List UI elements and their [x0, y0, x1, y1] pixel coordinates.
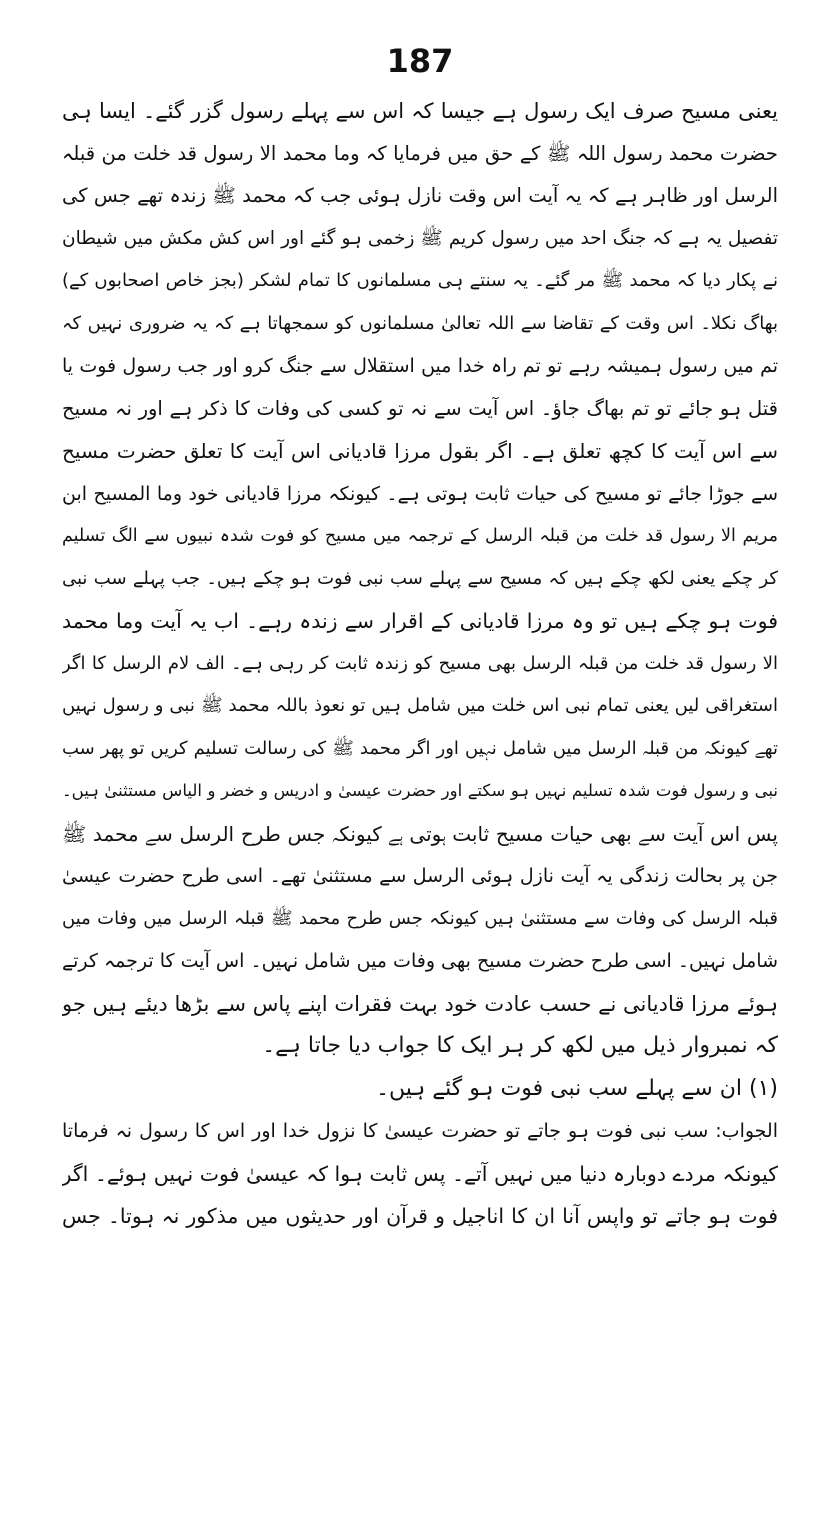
text-line: قتل ہو جائے تو تم بھاگ جاؤ۔ اس آیت سے نہ تو کسی کی وفات کا ذکر ہے اور نہ مسیح [62, 396, 778, 420]
text-line: قبلہ الرسل کی وفات سے مستثنیٰ ہیں کیونکہ جس طرح محمد ﷺ قبلہ الرسل میں وفات میں [62, 907, 778, 929]
text-line: پس اس آیت سے بھی حیات مسیح ثابت ہوتی ہے کیونکہ جس طرح الرسل سے محمد ﷺ [62, 821, 778, 846]
page-number: 187 [386, 42, 454, 80]
body-text [62, 90, 778, 1238]
text-line: استغراقی لیں یعنی تمام نبی اس خلت میں شامل ہیں تو نعوذ باللہ محمد ﷺ نبی و رسول نہیں [62, 695, 778, 716]
text-line: جن پر بحالت زندگی یہ آیت نازل ہوئی الرسل سے مستثنیٰ تھے۔ اسی طرح حضرت عیسیٰ [62, 865, 778, 887]
text-line: سے جوڑا جائے تو مسیح کی حیات ثابت ہوتی ہے۔ کیونکہ مرزا قادیانی خود وما المسیح ابن [62, 482, 778, 505]
text-line: نے پکار دیا کہ محمد ﷺ مر گئے۔ یہ سنتے ہی مسلمانوں کا تمام لشکر (بجز خاص اصحابوں کے) [62, 270, 778, 291]
text-line: نبی و رسول فوت شدہ تسلیم نہیں ہو سکتے اور حضرت عیسیٰ و ادریس و خضر و الیاس مستثنیٰ ہیں۔ [62, 781, 778, 800]
text-line: فوت ہو چکے ہیں تو وہ مرزا قادیانی کے اقرار سے زندہ رہے۔ اب یہ آیت وما محمد [62, 609, 778, 633]
text-line: کیونکہ مردے دوبارہ دنیا میں نہیں آتے۔ پس ثابت ہوا کہ عیسیٰ فوت نہیں ہوئے۔ اگر [62, 1161, 778, 1186]
text-line: کہ نمبروار ذیل میں لکھ کر ہر ایک کا جواب دیا جاتا ہے۔ [262, 1033, 778, 1058]
text-line: بھاگ نکلا۔ اس وقت کے تقاضا سے اللہ تعالیٰ مسلمانوں کو سمجھاتا ہے کہ یہ ضروری نہیں کہ [62, 312, 778, 334]
text-line: تھے کیونکہ من قبلہ الرسل میں شامل نہیں اور اگر محمد ﷺ کی رسالت تسلیم کریں تو پھر سب [62, 737, 778, 759]
text-line: سے اس آیت کا کچھ تعلق ہے۔ اگر بقول مرزا قادیانی اس آیت کا تعلق حضرت مسیح [62, 439, 778, 463]
numbered-point: (۱) ان سے پہلے سب نبی فوت ہو گئے ہیں۔ [376, 1075, 778, 1101]
text-line: یعنی مسیح صرف ایک رسول ہے جیسا کہ اس سے پہلے رسول گزر گئے۔ ایسا ہی [62, 99, 778, 123]
text-line: مریم الا رسول قد خلت من قبلہ الرسل کے ترجمہ میں مسیح کو فوت شدہ نبیوں سے الگ تسلیم [62, 526, 778, 546]
text-line: فوت ہو جاتے تو واپس آنا ان کا اناجیل و قرآن اور حدیثوں میں مذکور نہ ہوتا۔ جس [62, 1204, 778, 1228]
text-line: کر چکے یعنی لکھ چکے ہیں کہ مسیح سے پہلے سب نبی فوت ہو چکے ہیں۔ جب پہلے سب نبی [62, 567, 778, 589]
text-line: الرسل اور ظاہر ہے کہ یہ آیت اس وقت نازل ہوئی جب کہ محمد ﷺ زندہ تھے جس کی [62, 184, 778, 207]
answer-line: الجواب: سب نبی فوت ہو جاتے تو حضرت عیسیٰ کا نزول خدا اور اس کا رسول نہ فرماتا [62, 1120, 778, 1142]
text-line: ہوئے مرزا قادیانی نے حسب عادت خود بہت فقرات اپنے پاس سے بڑھا دیئے ہیں جو [62, 991, 778, 1016]
text-line: تم میں رسول ہمیشہ رہے تو تم راہ خدا میں استقلال سے جنگ کرو اور جب رسول فوت یا [62, 355, 778, 377]
text-line: تفصیل یہ ہے کہ جنگ احد میں رسول کریم ﷺ زخمی ہو گئے اور اس کش مکش میں شیطان [62, 227, 778, 249]
text-line: حضرت محمد رسول اللہ ﷺ کے حق میں فرمایا کہ وما محمد الا رسول قد خلت من قبلہ [62, 141, 778, 165]
text-line: شامل نہیں۔ اسی طرح حضرت مسیح بھی وفات میں شامل نہیں۔ اس آیت کا ترجمہ کرتے [62, 950, 778, 972]
text-line: الا رسول قد خلت من قبلہ الرسل بھی مسیح کو زندہ ثابت کر رہی ہے۔ الف لام الرسل کا اگر [62, 652, 778, 674]
